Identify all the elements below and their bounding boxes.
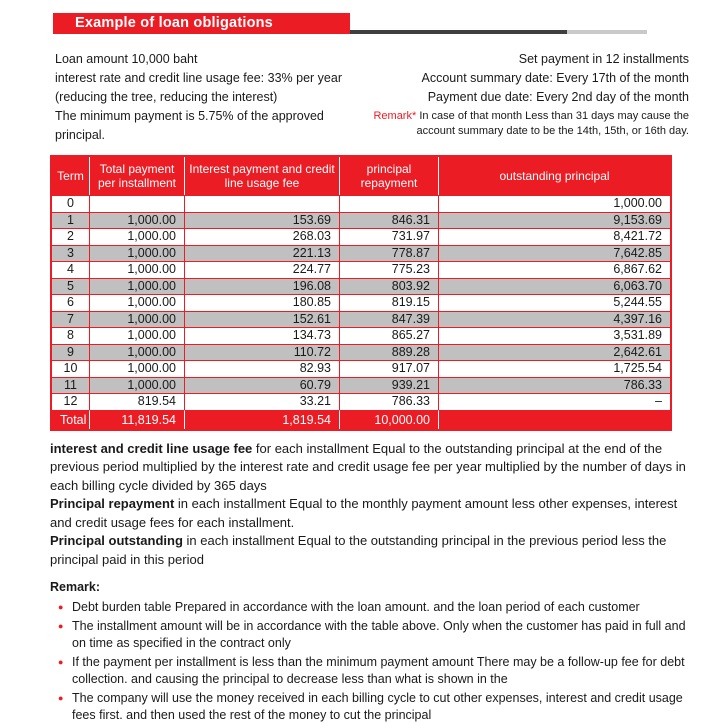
header-principal: principal repayment [340,157,439,195]
cell-outstanding: 3,531.89 [439,327,670,344]
reducing-line: (reducing the tree, reducing the interest) [55,90,278,104]
cell-principal: 819.15 [340,294,439,311]
definition-interest [50,440,689,496]
cell-outstanding: 2,642.61 [439,344,670,361]
cell-interest: 196.08 [185,278,340,295]
cell-outstanding: 786.33 [439,377,670,394]
total-label: Total [52,410,90,429]
title-accent-bar-light [567,30,647,34]
cell-principal: 803.92 [340,278,439,295]
cell-outstanding: 5,244.55 [439,294,670,311]
remark-list [50,599,689,724]
cell-outstanding: 1,725.54 [439,360,670,377]
cell-principal: 865.27 [340,327,439,344]
table-row [52,212,670,229]
cell-payment: 1,000.00 [90,344,185,361]
cell-payment: 1,000.00 [90,261,185,278]
cell-outstanding: 6,063.70 [439,278,670,295]
cell-interest: 134.73 [185,327,340,344]
table-row [52,294,670,311]
remark-item: ● The company will use the money received in each billing cycle to cut other expenses, interest and credit usage fees first. and then used the rest of the money to cut the principal [60,690,689,724]
remark-star-text: In case of that month Less than 31 days may cause the account summary date to be the 14th, 15th, or 16th day. [416,110,689,137]
cell-interest: 82.93 [185,360,340,377]
definition-principal-repayment-lead: Principal repayment [50,496,175,511]
cell-payment: 1,000.00 [90,360,185,377]
minimum-payment-line: The minimum payment is 5.75% of the approved principal. [55,109,324,142]
loan-info-left [55,50,361,145]
cell-principal [340,195,439,212]
cell-interest: 224.77 [185,261,340,278]
table-row [52,393,670,410]
definition-principal-repayment [50,495,689,532]
loan-info-section [55,50,689,145]
cell-term: 5 [52,278,90,295]
remark-star-label: Remark* [373,110,417,122]
cell-interest [185,195,340,212]
remarks-heading: Remark: [50,580,101,594]
cell-term: 11 [52,377,90,394]
cell-principal: 889.28 [340,344,439,361]
table-row [52,261,670,278]
loan-info-right [361,50,689,145]
loan-schedule-table [50,155,672,431]
loan-obligations-document [0,13,717,722]
cell-outstanding: 9,153.69 [439,212,670,229]
title-row [53,13,717,34]
cell-term: 7 [52,311,90,328]
cell-payment: 1,000.00 [90,245,185,262]
table-row [52,228,670,245]
total-payment: 11,819.54 [90,410,185,429]
table-row [52,377,670,394]
page-title: Example of loan obligations [53,13,350,34]
remark-item: ● Debt burden table Prepared in accordance with the loan amount. and the loan period of each customer [60,599,689,616]
cell-interest: 221.13 [185,245,340,262]
total-principal: 10,000.00 [340,410,439,429]
summary-date-remark [361,109,689,139]
cell-term: 0 [52,195,90,212]
cell-term: 1 [52,212,90,229]
remark-item: ● The installment amount will be in accordance with the table above. Only when the customer has paid in full and on time as specified in the contract only [60,618,689,652]
cell-payment: 1,000.00 [90,294,185,311]
installments-line: Set payment in 12 installments [518,52,689,66]
header-interest: Interest payment and credit line usage fee [185,157,340,195]
cell-term: 9 [52,344,90,361]
cell-interest: 152.61 [185,311,340,328]
table-row [52,327,670,344]
cell-interest: 180.85 [185,294,340,311]
cell-term: 2 [52,228,90,245]
definition-principal-repayment-text: in each installment Equal to the monthly payment amount less other expenses, interest and credit usage fees for each installment. [50,496,678,530]
remarks-section [50,579,689,724]
definition-interest-text: for each installment Equal to the outstanding principal at the end of the previous period multiplied by the interest rate and credit usage fee per year multiplied by the number of days in each billing cycle divided by 365 days [50,440,686,493]
header-term: Term [52,157,90,195]
table-row [52,360,670,377]
cell-payment: 1,000.00 [90,377,185,394]
cell-outstanding: – [439,393,670,410]
cell-payment: 1,000.00 [90,311,185,328]
cell-interest: 268.03 [185,228,340,245]
cell-principal: 846.31 [340,212,439,229]
total-outstanding [439,410,670,429]
cell-principal: 939.21 [340,377,439,394]
remark-item: ● If the payment per installment is less than the minimum payment amount There may be a follow-up fee for debt collection. and causing the principal to decrease less than what is shown in the [60,654,689,688]
table-row [52,278,670,295]
header-outstanding: outstanding principal [439,157,670,195]
cell-interest: 60.79 [185,377,340,394]
loan-table-header [52,157,670,195]
cell-interest: 110.72 [185,344,340,361]
cell-principal: 847.39 [340,311,439,328]
cell-term: 12 [52,393,90,410]
cell-principal: 731.97 [340,228,439,245]
cell-outstanding: 8,421.72 [439,228,670,245]
summary-date-line: Account summary date: Every 17th of the month [421,71,689,85]
total-row [52,410,670,429]
interest-rate-line: interest rate and credit line usage fee: 33% per year [55,71,342,85]
cell-payment: 1,000.00 [90,212,185,229]
title-accent-bar-dark [350,30,567,34]
cell-payment: 819.54 [90,393,185,410]
definition-principal-outstanding-lead: Principal outstanding [50,533,183,548]
cell-term: 3 [52,245,90,262]
loan-table-footer [52,410,670,429]
table-row [52,195,670,212]
cell-payment: 1,000.00 [90,327,185,344]
cell-payment: 1,000.00 [90,278,185,295]
cell-outstanding: 1,000.00 [439,195,670,212]
loan-table-body [52,195,670,410]
header-row [52,157,670,195]
cell-interest: 33.21 [185,393,340,410]
definition-principal-outstanding [50,532,689,569]
cell-principal: 775.23 [340,261,439,278]
cell-payment: 1,000.00 [90,228,185,245]
total-interest: 1,819.54 [185,410,340,429]
cell-term: 6 [52,294,90,311]
table-row [52,245,670,262]
definitions-section [50,440,689,570]
due-date-line: Payment due date: Every 2nd day of the month [427,90,689,104]
table-row [52,311,670,328]
cell-principal: 778.87 [340,245,439,262]
cell-outstanding: 4,397.16 [439,311,670,328]
definition-principal-outstanding-text: in each installment Equal to the outstanding principal in the previous period less the principal paid in this period [50,533,667,567]
cell-term: 8 [52,327,90,344]
cell-principal: 917.07 [340,360,439,377]
definition-interest-lead: interest and credit line usage fee [50,440,253,456]
cell-outstanding: 6,867.62 [439,261,670,278]
cell-payment [90,195,185,212]
cell-term: 4 [52,261,90,278]
cell-principal: 786.33 [340,393,439,410]
table-row [52,344,670,361]
cell-interest: 153.69 [185,212,340,229]
cell-outstanding: 7,642.85 [439,245,670,262]
loan-amount-line: Loan amount 10,000 baht [55,52,198,66]
header-payment: Total payment per installment [90,157,185,195]
cell-term: 10 [52,360,90,377]
